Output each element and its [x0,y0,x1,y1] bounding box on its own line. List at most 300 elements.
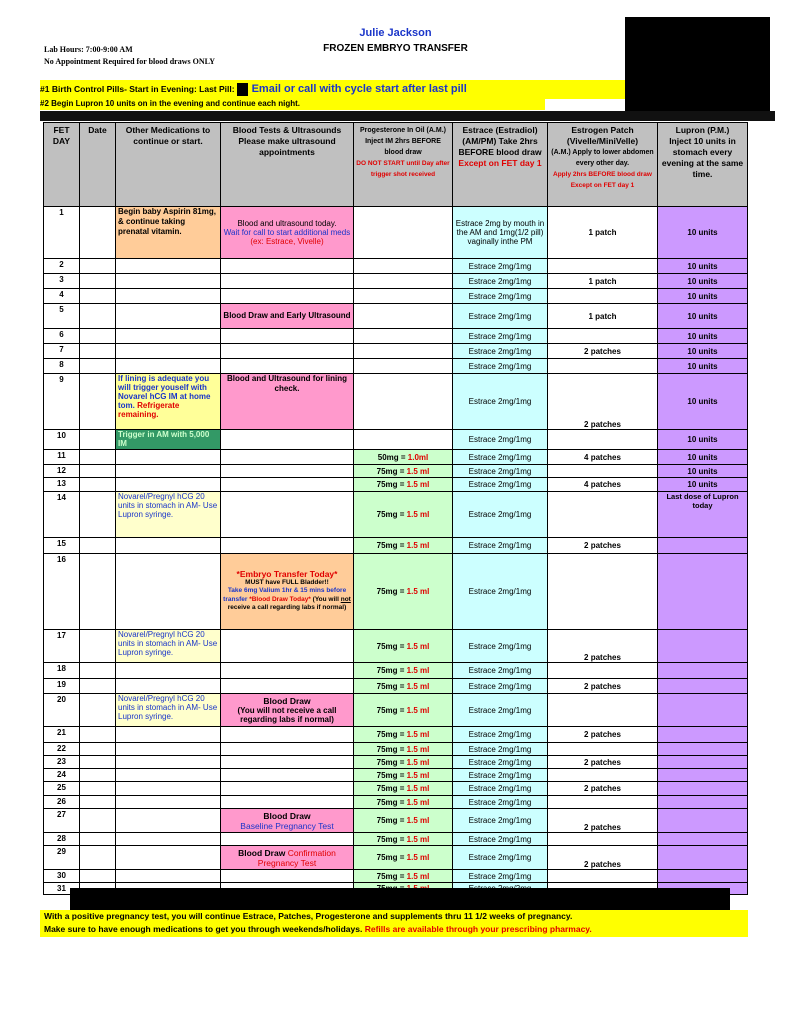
fet-day: 23 [44,756,80,769]
progesterone-cell [354,374,453,430]
date-cell[interactable] [80,329,116,344]
patch-cell: 4 patches [548,450,658,465]
progesterone-cell [354,846,453,870]
lupron-cell [658,809,748,833]
date-cell[interactable] [80,274,116,289]
date-cell[interactable] [80,492,116,538]
blood-test-cell [221,846,354,870]
lab-hours: Lab Hours: 7:00-9:00 AM [44,45,133,54]
fet-day: 20 [44,694,80,727]
estrace-take: (AM/PM) Take 2hrs BEFORE blood draw [458,136,542,157]
date-cell[interactable] [80,630,116,663]
footer-refills: Refills are available through your prescribing pharmacy. [364,924,592,934]
col-other-meds: Other Medications to continue or start. [116,123,221,207]
prog-volume: 1.5 ml [406,757,430,767]
blood-test-cell [221,359,354,374]
blood-note-red: (ex: Estrace, Vivelle) [250,237,324,246]
prog-dose: 75mg = [376,871,407,881]
fet-day: 22 [44,743,80,756]
prog-volume: 1.5 ml [406,730,430,739]
date-cell[interactable] [80,304,116,329]
date-cell[interactable] [80,796,116,809]
other-meds-cell [116,359,221,374]
blood-draw-label: Blood Draw [263,810,311,821]
date-cell[interactable] [80,207,116,259]
progesterone-cell [354,430,453,450]
other-meds-cell [116,344,221,359]
table-row [44,329,748,344]
call-note-b: receive a call regarding labs if normal) [227,604,347,612]
no-appointment-note: No Appointment Required for blood draws ONLY [44,57,215,66]
table-row [44,663,748,679]
blood-test-cell [221,743,354,756]
other-meds-cell [116,796,221,809]
estrace-cell: Estrace 2mg/1mg [453,782,548,796]
estrace-cell: Estrace 2mg/1mg [453,465,548,478]
date-cell[interactable] [80,870,116,883]
date-cell[interactable] [80,450,116,465]
fet-day: 25 [44,782,80,796]
patch-cell: 2 patches [548,630,658,663]
blood-test-cell [221,289,354,304]
prog-dose: 75mg = [376,797,407,807]
fet-day: 10 [44,430,80,450]
table-row [44,344,748,359]
fet-day: 7 [44,344,80,359]
fet-day: 27 [44,809,80,833]
date-cell[interactable] [80,538,116,554]
prog-volume: 1.5 ml [406,587,430,596]
progesterone-cell [354,259,453,274]
trigger-note: If lining is adequate you will trigger youself with Novarel hCG IM at home tom. [118,374,211,410]
date-cell[interactable] [80,289,116,304]
date-cell[interactable] [80,782,116,796]
valium-note: Take 6mg Valium 1hr & 15 mins before transfer [223,587,347,603]
table-row [44,538,748,554]
prog-dose: 75mg = [376,681,407,691]
prog-dose: 75mg = [376,466,407,476]
progesterone-cell [354,679,453,694]
other-meds-cell [116,274,221,289]
other-meds-cell [116,538,221,554]
patch-cell: 1 patch [548,304,658,329]
prog-volume: 1.5 ml [406,705,430,715]
prog-inject: Inject IM 2hrs BEFORE blood draw [365,138,441,156]
fet-day: 19 [44,679,80,694]
table-row [44,450,748,465]
table-row [44,465,748,478]
prog-volume: 1.5 ml [406,770,430,780]
estrace-except: Except on FET day 1 [458,158,542,168]
patch-apply: (A.M.) Apply to lower abdomen every other day. [551,149,654,167]
patch-cell: 1 patch [548,274,658,289]
table-row [44,289,748,304]
table-row [44,833,748,846]
lupron-cell: 10 units [658,430,748,450]
blood-test-cell [221,796,354,809]
blood-note-blue: Wait for call to start additional meds [223,228,351,237]
table-row [44,478,748,492]
blood-test-cell: Blood Draw and Early Ultrasound [221,304,354,329]
prog-dose: 75mg = [376,641,407,651]
other-meds-cell [116,289,221,304]
estrace-cell: Estrace 2mg/1mg [453,492,548,538]
patch-title: Estrogen Patch (Vivelle/MiniVelle) [566,125,639,146]
fet-day: 2 [44,259,80,274]
other-meds-cell [116,782,221,796]
prog-volume: 1.5 ml [406,744,430,754]
lupron-cell: 10 units [658,274,748,289]
estrace-cell: Estrace 2mg/1mg [453,809,548,833]
other-meds-cell [116,329,221,344]
table-row [44,259,748,274]
blood-draw-today-note: *Blood Draw Today* [249,595,311,603]
progesterone-cell [354,833,453,846]
other-meds-cell [116,769,221,782]
patch-cell: 1 patch [548,207,658,259]
other-meds-cell [116,679,221,694]
confirmation-label: Confirmation [287,847,336,858]
other-meds-cell [116,743,221,756]
date-cell[interactable] [80,769,116,782]
prog-title: Progesterone In Oil (A.M.) [360,127,446,134]
estrace-cell: Estrace 2mg/1mg [453,769,548,782]
col-lupron [658,123,748,207]
estrace-cell: Estrace 2mg/1mg [453,796,548,809]
patch-cell [548,329,658,344]
progesterone-cell [354,344,453,359]
lupron-cell: Last dose of Lupron today [658,492,748,538]
lupron-title: Lupron (P.M.) [675,125,730,135]
full-bladder-note: MUST have FULL Bladder!! [245,578,329,586]
progesterone-cell [354,663,453,679]
other-meds-cell [116,756,221,769]
patch-cell [548,769,658,782]
estrace-cell: Estrace 2mg/1mg [453,289,548,304]
blood-test-cell [221,329,354,344]
patch-cell: 2 patches [548,782,658,796]
progesterone-cell [354,630,453,663]
blood-test-cell [221,870,354,883]
patch-cell [548,796,658,809]
fet-day: 14 [44,492,80,538]
lupron-cell [658,782,748,796]
lupron-cell: 10 units [658,289,748,304]
patch-cell [548,743,658,756]
progesterone-cell [354,727,453,743]
fet-day: 6 [44,329,80,344]
date-cell[interactable] [80,833,116,846]
date-cell[interactable] [80,359,116,374]
fet-day: 29 [44,846,80,870]
estrace-cell: Estrace 2mg/1mg [453,478,548,492]
other-meds-cell: Begin baby Aspirin 81mg, & continue taking prenatal vitamin. [116,207,221,259]
fet-day: 30 [44,870,80,883]
table-row [44,430,748,450]
other-meds-cell [116,833,221,846]
prog-volume: 1.5 ml [406,784,430,793]
date-cell[interactable] [80,809,116,833]
footer-notice [40,910,748,937]
other-meds-cell: Trigger in AM with 5,000 IM [116,430,221,450]
fet-day: 21 [44,727,80,743]
date-cell[interactable] [80,756,116,769]
patch-cell [548,359,658,374]
footer-line2: Make sure to have enough medications to get you through weekends/holidays. [44,924,363,934]
progesterone-cell [354,207,453,259]
pregnancy-test-label: Pregnancy Test [257,857,317,868]
table-row [44,846,748,870]
estrace-cell: Estrace 2mg/1mg [453,694,548,727]
lupron-cell [658,796,748,809]
table-row [44,743,748,756]
prog-dose: 75mg = [376,744,407,754]
lupron-cell [658,846,748,870]
fet-day: 4 [44,289,80,304]
redaction-mark [237,83,248,96]
blood-test-cell [221,465,354,478]
table-row [44,769,748,782]
lupron-cell: 10 units [658,259,748,274]
estrace-cell: Estrace 2mg/1mg [453,329,548,344]
estrace-cell: Estrace 2mg/1mg [453,538,548,554]
estrace-cell: Estrace 2mg/1mg [453,846,548,870]
progesterone-cell [354,465,453,478]
fet-day: 28 [44,833,80,846]
fet-day: 15 [44,538,80,554]
patch-cell: 2 patches [548,679,658,694]
prog-volume: 1.5 ml [406,466,430,476]
progesterone-cell [354,870,453,883]
prog-dose: 75mg = [376,757,407,767]
patch-cell: 2 patches [548,809,658,833]
progesterone-cell [354,538,453,554]
patch-cell [548,289,658,304]
patient-name: Julie Jackson [359,27,432,39]
blood-test-cell [221,809,354,833]
progesterone-cell [354,492,453,538]
refrigerate-note: Refrigerate remaining. [118,401,180,419]
progesterone-cell [354,329,453,344]
estrace-cell: Estrace 2mg/1mg [453,344,548,359]
estrace-cell: Estrace 2mg/1mg [453,727,548,743]
patch-note: Apply 2hrs BEFORE blood draw Except on FET day 1 [553,171,652,189]
date-cell[interactable] [80,465,116,478]
other-meds-cell [116,465,221,478]
date-cell[interactable] [80,663,116,679]
blood-test-cell [221,450,354,465]
prog-volume: 1.5 ml [406,666,430,675]
blood-test-cell [221,694,354,727]
table-row [44,630,748,663]
baseline-test-label: Baseline Pregnancy Test [240,820,334,831]
progesterone-cell [354,478,453,492]
other-meds-cell: Novarel/Pregnyl hCG 20 units in stomach in AM- Use Lupron syringe. [116,492,221,538]
lupron-cell [658,554,748,630]
step1-note: Email or call with cycle start after last pill [251,83,467,95]
fet-day: 13 [44,478,80,492]
col-fet-day: FET DAY [44,123,80,207]
blood-test-cell [221,782,354,796]
prog-volume: 1.5 ml [406,816,430,825]
col-date: Date [80,123,116,207]
date-cell[interactable] [80,374,116,430]
prog-volume: 1.5 ml [406,480,430,489]
blood-test-cell [221,478,354,492]
lupron-inject: Inject 10 units in stomach every evening at the same time. [661,136,744,179]
date-cell[interactable] [80,344,116,359]
table-row [44,782,748,796]
divider-bar [40,111,775,121]
date-cell[interactable] [80,743,116,756]
date-cell[interactable] [80,259,116,274]
estrace-cell: Estrace 2mg/1mg [453,359,548,374]
table-row [44,694,748,727]
table-row [44,492,748,538]
blood-test-cell [221,663,354,679]
progesterone-cell [354,743,453,756]
blood-test-cell [221,833,354,846]
patch-cell: 2 patches [548,538,658,554]
blood-test-cell [221,344,354,359]
blood-draw-label: Blood Draw [263,695,311,706]
progesterone-cell [354,769,453,782]
header-row [44,123,748,207]
blood-test-cell [221,274,354,289]
table-row [44,809,748,833]
table-row [44,554,748,630]
estrace-cell: Estrace 2mg/1mg [453,430,548,450]
lupron-cell: 10 units [658,359,748,374]
table-row [44,727,748,743]
blood-note: Blood and ultrasound today. [237,219,337,228]
patch-cell [548,430,658,450]
progesterone-cell [354,694,453,727]
prog-dose: 75mg = [376,770,407,780]
redaction-block [625,17,770,112]
lupron-cell [658,756,748,769]
prog-dose: 75mg = [376,666,407,675]
fet-day: 12 [44,465,80,478]
call-note-a: (You will [312,595,339,603]
blood-test-cell [221,679,354,694]
embryo-transfer-note: *Embryo Transfer Today* [236,569,338,580]
patch-cell: 2 patches [548,344,658,359]
step1-label: #1 Birth Control Pills- Start in Evening: Last Pill: [40,84,235,94]
progesterone-cell [354,756,453,769]
fet-day: 5 [44,304,80,329]
patch-cell: 2 patches [548,374,658,430]
estrace-cell: Estrace 2mg/1mg [453,304,548,329]
lupron-cell [658,679,748,694]
estrace-cell: Estrace 2mg/1mg [453,743,548,756]
prog-dose: 75mg = [376,587,407,596]
estrace-cell: Estrace 2mg/1mg [453,833,548,846]
date-cell[interactable] [80,694,116,727]
table-row [44,756,748,769]
other-meds-cell [116,450,221,465]
date-cell[interactable] [80,554,116,630]
estrace-cell: Estrace 2mg/1mg [453,870,548,883]
fet-day: 1 [44,207,80,259]
estrace-title: Estrace (Estradiol) [462,125,538,135]
date-cell[interactable] [80,679,116,694]
prog-dose: 75mg = [376,816,407,825]
patch-cell [548,492,658,538]
prog-volume: 1.5 ml [406,541,430,550]
date-cell[interactable] [80,430,116,450]
estrace-cell: Estrace 2mg/1mg [453,259,548,274]
estrace-cell: Estrace 2mg/1mg [453,450,548,465]
blood-draw-note: (You will not receive a call regarding labs if normal) [237,705,337,724]
progesterone-cell [354,359,453,374]
patch-cell: 2 patches [548,846,658,870]
blood-test-cell [221,259,354,274]
document-title: FROZEN EMBRYO TRANSFER [323,43,468,54]
blood-test-cell [221,756,354,769]
table-row [44,274,748,289]
lupron-cell: 10 units [658,450,748,465]
progesterone-cell [354,450,453,465]
date-cell[interactable] [80,846,116,870]
lupron-cell [658,694,748,727]
prog-volume: 1.5 ml [406,871,430,881]
estrace-cell: Estrace 2mg/1mg [453,756,548,769]
fet-day: 24 [44,769,80,782]
table-row [44,374,748,430]
prog-dose: 50mg = [377,452,408,462]
estrace-cell: Estrace 2mg by mouth in the AM and 1mg(1/2 pill) vaginally inthe PM [453,207,548,259]
prog-dose: 75mg = [376,834,407,844]
prog-dose: 75mg = [376,730,407,739]
col-progesterone [354,123,453,207]
table-row [44,679,748,694]
lupron-cell: 10 units [658,478,748,492]
lupron-cell [658,870,748,883]
lupron-cell [658,538,748,554]
blood-test-cell [221,554,354,630]
prog-volume: 1.5 ml [406,797,430,807]
lupron-cell: 10 units [658,304,748,329]
other-meds-cell [116,727,221,743]
table-row [44,304,748,329]
blood-draw-label: Blood Draw [238,847,286,858]
step2-banner: #2 Begin Lupron 10 units on in the evening and continue each night. [40,97,545,110]
table-row [44,870,748,883]
prog-volume: 1.5 ml [406,510,430,519]
schedule-table [43,122,748,895]
col-estrace [453,123,548,207]
other-meds-cell [116,374,221,430]
progesterone-cell [354,274,453,289]
other-meds-cell [116,554,221,630]
prog-dose: 75mg = [376,853,407,862]
patch-cell [548,694,658,727]
fet-day: 16 [44,554,80,630]
other-meds-cell [116,304,221,329]
prog-volume: 1.5 ml [406,641,430,651]
patch-cell [548,870,658,883]
other-meds-cell [116,846,221,870]
prog-dose: 75mg = [376,510,407,519]
patch-cell: 4 patches [548,478,658,492]
other-meds-cell [116,259,221,274]
date-cell[interactable] [80,727,116,743]
date-cell[interactable] [80,478,116,492]
prog-dose: 75mg = [376,541,407,550]
patch-cell: 2 patches [548,727,658,743]
prog-dose: 75mg = [376,705,407,715]
